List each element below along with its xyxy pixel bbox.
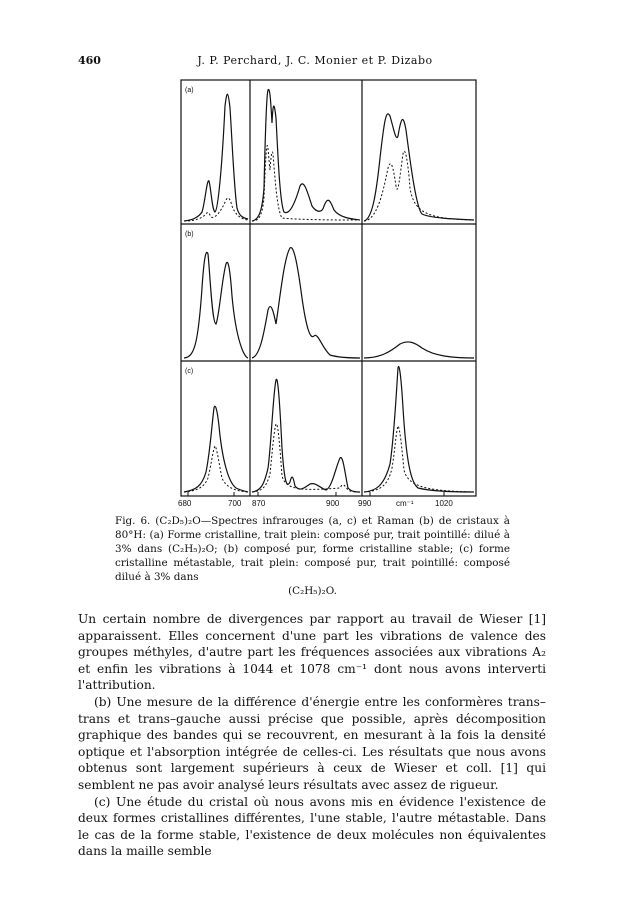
trace-c2-solid	[252, 379, 360, 492]
caption-line-2: (a) Forme cristalline, trait plein: composé pur, trait pointillé: dilué à 3% dans	[115, 529, 510, 555]
spectra-figure	[140, 78, 480, 510]
caption-line-1: Fig. 6. (C₂D₅)₂O—Spectres infrarouges (a, c) et Raman (b) de cristaux à 80°H:	[115, 515, 510, 541]
trace-a1-solid	[184, 94, 248, 221]
spectra-svg	[140, 78, 480, 510]
trace-c2-dashed	[252, 424, 360, 492]
paragraph-1: Un certain nombre de divergences par rapport au travail de Wieser [1] apparaissent. Elles concernent d'une part les vibrations de valence des groupes méthyles, d'autre part les fréquences associées aux vibrations A₂ et enfin les vibrations à 1044 et 1078 cm⁻¹ dont nous avons interverti l'attribution.	[78, 612, 546, 693]
trace-a3-dashed	[364, 151, 474, 221]
paragraph-2: (b) Une mesure de la différence d'énergie entre les conformères trans–trans et trans–gauche aussi précise que possible, après décomposition graphique des bandes qui se recouvrent, en mesurant à la fois la densité optique et l'absorption intégrée de celles-ci. Les résultats que nous avons obtenus sont largement supérieurs à ceux de Wieser et coll. [1] qui semblent ne pas avoir analysé leurs résultats avec assez de rigueur.	[78, 694, 546, 792]
panel-label-a: (a)	[185, 87, 194, 94]
trace-b1-solid	[184, 252, 248, 358]
tick-label-1020: 1020	[435, 499, 453, 508]
trace-a2-solid	[252, 89, 360, 221]
axis-unit-label: cm⁻¹	[396, 499, 414, 508]
body-text	[78, 611, 546, 860]
trace-a3-solid	[364, 114, 474, 221]
caption-line-4: métastable, trait plein: composé pur, trait pointillé: composé dilué à 3% dans	[115, 557, 510, 583]
running-head: J. P. Perchard, J. C. Monier et P. Dizabo	[197, 54, 433, 67]
trace-c3-dashed	[364, 426, 474, 492]
trace-a2-dashed	[252, 145, 360, 221]
tick-label-870: 870	[252, 499, 266, 508]
trace-c1-dashed	[184, 446, 248, 492]
trace-b3-solid	[364, 342, 474, 358]
caption-line-5: (C₂H₅)₂O.	[288, 585, 337, 597]
panel-label-c: (c)	[185, 368, 194, 375]
paragraph-3: (c) Une étude du cristal où nous avons mis en évidence l'existence de deux formes cristallines différentes, l'une stable, l'autre métastable. Dans le cas de la forme stable, l'existence de deux molécules non équivalentes dans la maille semble	[78, 794, 546, 859]
figure-caption	[115, 514, 510, 598]
tick-label-700: 700	[228, 499, 242, 508]
trace-b2-solid	[252, 248, 360, 358]
caption-line-3: (C₂H₅)₂O; (b) composé pur, forme cristalline stable; (c) forme cristalline	[115, 543, 510, 569]
tick-label-680: 680	[178, 499, 192, 508]
panel-label-b: (b)	[185, 231, 194, 238]
figure-frame	[181, 80, 476, 496]
tick-label-990: 990	[358, 499, 372, 508]
page-number: 460	[78, 54, 101, 67]
tick-label-900: 900	[326, 499, 340, 508]
trace-c3-solid	[364, 367, 474, 492]
